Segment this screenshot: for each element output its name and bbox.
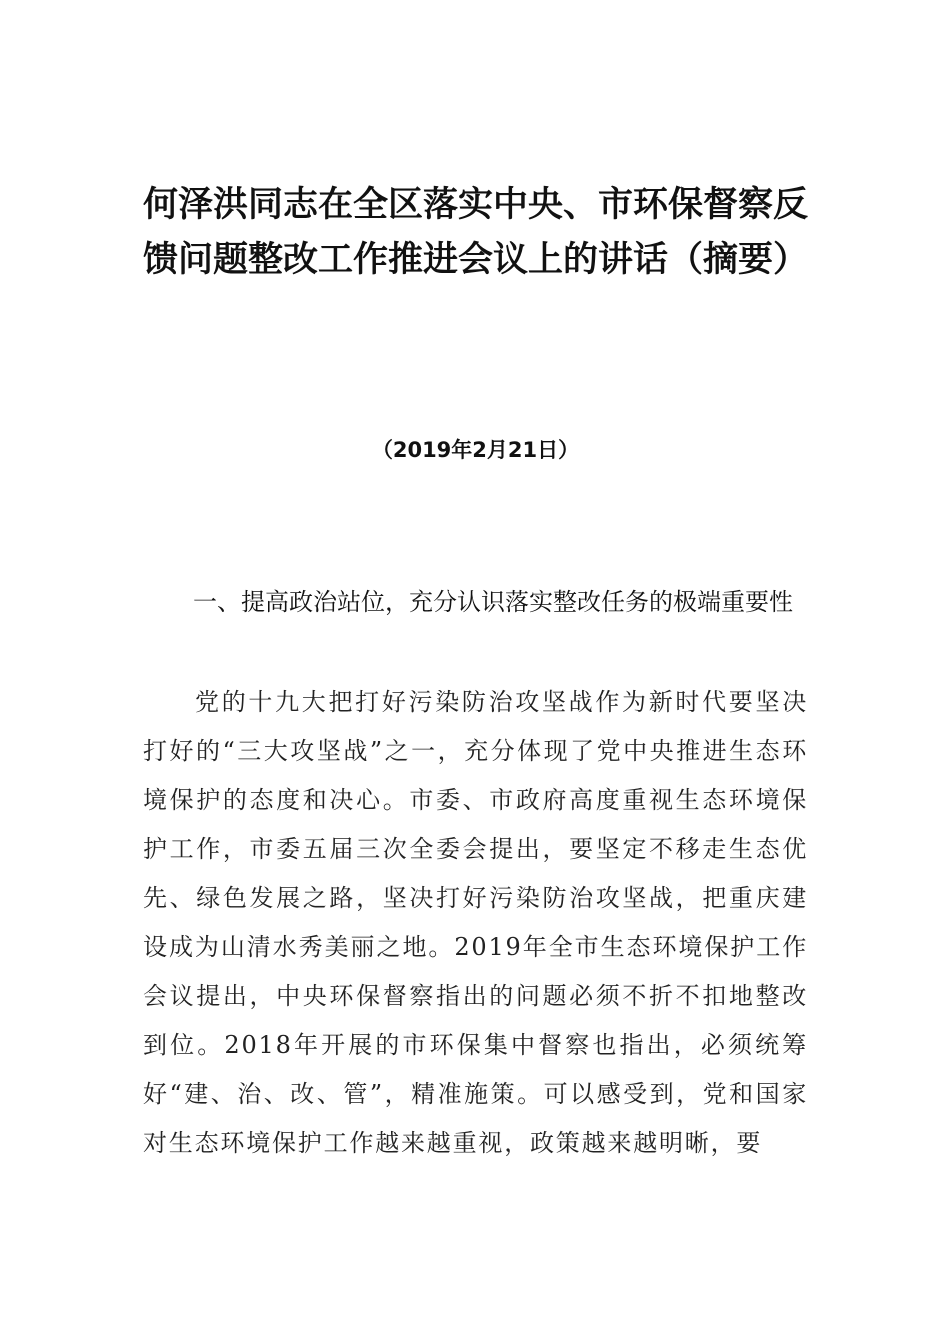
- body-paragraph: 党的十九大把打好污染防治攻坚战作为新时代要坚决打好的“三大攻坚战”之一，充分体现了党中央推进生态环境保护的态度和决心。市委、市政府高度重视生态环境保护工作，市委五届三次全委会提出，要坚定不移走生态优先、绿色发展之路，坚决打好污染防治攻坚战，把重庆建设成为山清水秀美丽之地。2019年全市生态环境保护工作会议提出，中央环保督察指出的问题必须不折不扣地整改到位。2018年开展的市环保集中督察也指出，必须统筹好“建、治、改、管”，精准施策。可以感受到，党和国家对生态环境保护工作越来越重视，政策越来越明晰，要: [143, 688, 808, 1157]
- speech-date: （2019年2月21日）: [371, 438, 580, 462]
- document-title: 何泽洪同志在全区落实中央、市环保督察反馈问题整改工作推进会议上的讲话（摘要）: [143, 185, 809, 280]
- section-heading: 一、提高政治站位，充分认识落实整改任务的极端重要性: [193, 588, 793, 616]
